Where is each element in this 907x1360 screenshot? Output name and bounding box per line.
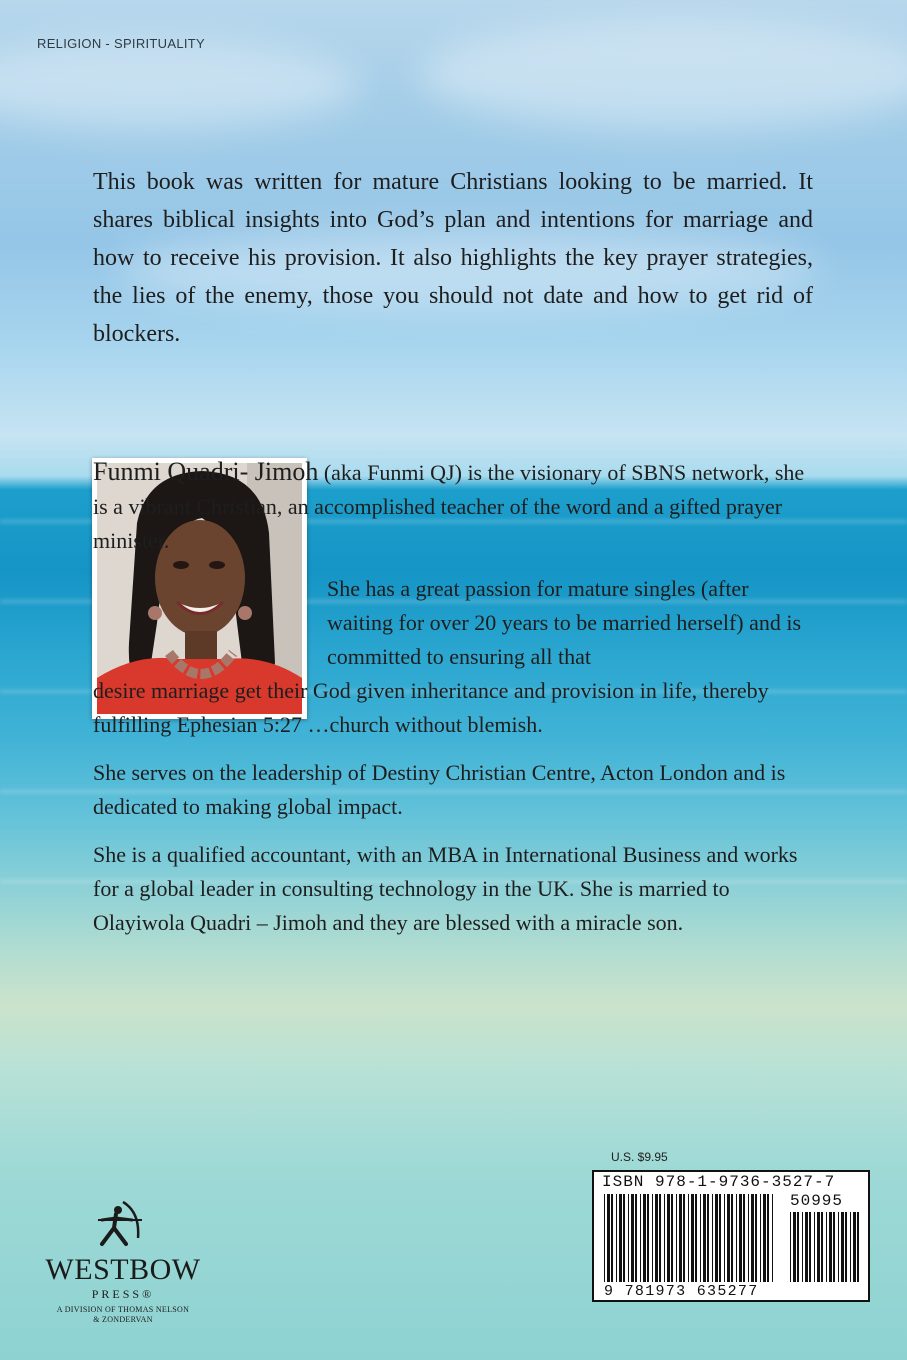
barcode-bar — [604, 1194, 605, 1282]
publisher-press: PRESS® — [91, 1287, 155, 1301]
barcode-bar — [695, 1194, 697, 1282]
barcode-bar — [763, 1194, 766, 1282]
barcode-bar — [616, 1194, 617, 1282]
bio-p2-float-text: She has a great passion for mature singles (after waiting for over 20 years to be married herself) and is committed to ensuring all that — [327, 576, 802, 669]
barcode-bar — [767, 1194, 769, 1282]
barcode-bar — [727, 1194, 730, 1282]
barcode-bar — [652, 1194, 653, 1282]
publisher-division-line1: A DIVISION OF THOMAS NELSON — [56, 1305, 190, 1314]
barcode-bar — [631, 1194, 634, 1282]
ean-digits: 9 781973 635277 — [604, 1283, 759, 1300]
barcode-bar — [611, 1194, 613, 1282]
barcode-bar — [817, 1212, 820, 1282]
bio-paragraph-4: She is a qualified accountant, with an MBA in International Business and works for a global leader in consulting technology in the UK. She is married to Olayiwola Quadri – Jimoh and they are blessed with a miracle son. — [93, 842, 798, 935]
barcode-bar — [667, 1194, 670, 1282]
barcode-bar — [724, 1194, 725, 1282]
barcode-bar — [814, 1212, 815, 1282]
barcode-bar — [679, 1194, 682, 1282]
author-bio — [93, 455, 815, 954]
barcode-bar — [809, 1212, 811, 1282]
barcode-bar — [635, 1194, 637, 1282]
barcode-bar — [755, 1194, 757, 1282]
book-blurb: This book was written for mature Christians looking to be married. It shares biblical insights into God’s plan and intentions for marriage and how to receive his provision. It also highlights the key prayer strategies, the lies of the enemy, those you should not date and how to get rid of blockers. — [93, 169, 813, 347]
barcode-bar — [829, 1212, 832, 1282]
barcode-bar — [853, 1212, 856, 1282]
barcode-bar — [619, 1194, 622, 1282]
barcode-bar — [833, 1212, 835, 1282]
barcode-bar — [700, 1194, 701, 1282]
barcode-bar — [802, 1212, 803, 1282]
barcode-bar — [797, 1212, 799, 1282]
barcode-bar — [659, 1194, 661, 1282]
addon-barcode — [790, 1212, 862, 1282]
barcode-bar — [772, 1194, 773, 1282]
barcode-bar — [821, 1212, 823, 1282]
bio-paragraph-2 — [93, 572, 815, 742]
barcode-bar — [719, 1194, 721, 1282]
price-addon-digits: 50995 — [790, 1192, 844, 1210]
author-alias: (aka Funmi QJ) — [318, 460, 462, 485]
barcode-bar — [628, 1194, 629, 1282]
author-name: Funmi Quadri- Jimoh — [93, 457, 319, 486]
publisher-division-line2: & ZONDERVAN — [93, 1315, 153, 1324]
barcode-bar — [664, 1194, 665, 1282]
barcode-bar — [748, 1194, 749, 1282]
barcode-bar — [850, 1212, 851, 1282]
barcode-bar — [715, 1194, 718, 1282]
barcode-bar — [688, 1194, 689, 1282]
publisher-name: WESTBOW — [45, 1253, 201, 1286]
barcode-bar — [739, 1194, 742, 1282]
barcode-bar — [743, 1194, 745, 1282]
barcode-bar — [703, 1194, 706, 1282]
barcode-bar — [607, 1194, 610, 1282]
category-label: RELIGION - SPIRITUALITY — [37, 36, 205, 51]
isbn-barcode — [592, 1170, 870, 1302]
barcode-bar — [655, 1194, 658, 1282]
barcode-bar — [841, 1212, 844, 1282]
barcode-bar — [838, 1212, 839, 1282]
barcode-bar — [707, 1194, 709, 1282]
publisher-logo — [28, 1198, 218, 1325]
ean-barcode — [604, 1194, 776, 1282]
barcode-bar — [712, 1194, 713, 1282]
barcode-bar — [760, 1194, 761, 1282]
archer-icon — [88, 1198, 158, 1250]
isbn-text: ISBN 978-1-9736-3527-7 — [602, 1173, 836, 1191]
barcode-bar — [643, 1194, 646, 1282]
bio-paragraph-1 — [93, 455, 815, 558]
barcode-bar — [676, 1194, 677, 1282]
barcode-bar — [826, 1212, 827, 1282]
barcode-bar — [857, 1212, 859, 1282]
bio-paragraph-3: She serves on the leadership of Destiny Christian Centre, Acton London and is dedicated to making global impact. — [93, 760, 786, 819]
publisher-division — [28, 1305, 218, 1325]
barcode-bar — [671, 1194, 673, 1282]
bio-p1-text: is the visionary of SBNS network, she is a vibrant Christian, an accomplished teacher of the word and a gifted prayer minister. — [93, 460, 805, 553]
barcode-bar — [691, 1194, 694, 1282]
barcode-bar — [793, 1212, 796, 1282]
barcode-bar — [805, 1212, 808, 1282]
barcode-bar — [736, 1194, 737, 1282]
barcode-bar — [623, 1194, 625, 1282]
barcode-bar — [845, 1212, 847, 1282]
price-label: U.S. $9.95 — [611, 1150, 668, 1164]
barcode-bar — [751, 1194, 754, 1282]
barcode-bar — [790, 1212, 791, 1282]
barcode-bar — [647, 1194, 649, 1282]
bio-p2-text: desire marriage get their God given inheritance and provision in life, thereby fulfilling Ephesian 5:27 …church without blemish. — [93, 678, 769, 737]
barcode-bar — [731, 1194, 733, 1282]
barcode-bar — [640, 1194, 641, 1282]
barcode-bar — [683, 1194, 685, 1282]
